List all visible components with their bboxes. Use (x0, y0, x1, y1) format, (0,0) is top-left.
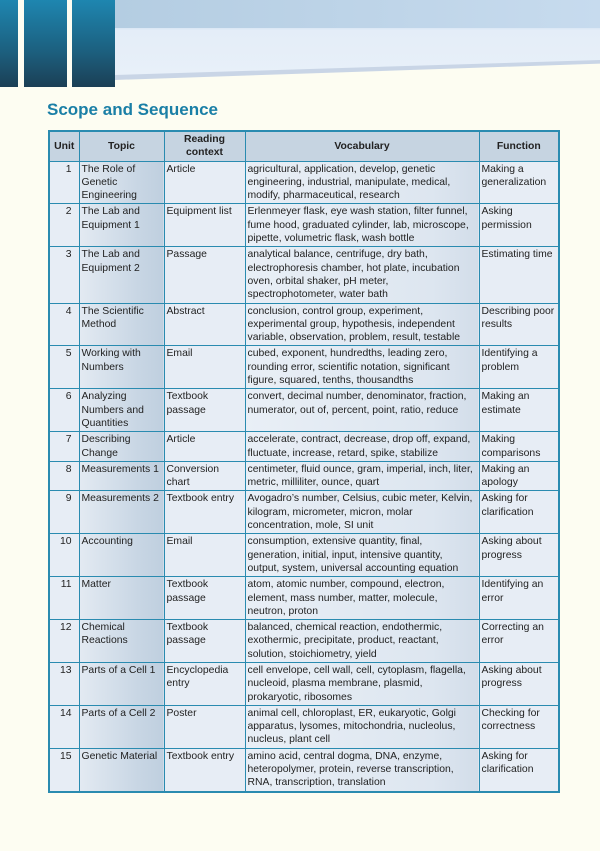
function-cell: Asking for clarification (479, 491, 559, 534)
reading-context-cell: Poster (164, 705, 245, 748)
table-header-row (49, 131, 559, 161)
topic-cell: Parts of a Cell 1 (79, 662, 164, 705)
function-cell: Identifying an error (479, 577, 559, 620)
function-cell: Making comparisons (479, 432, 559, 462)
table-row (49, 303, 559, 346)
function-cell: Making a generalization (479, 161, 559, 204)
table-row (49, 620, 559, 663)
function-cell: Identifying a problem (479, 346, 559, 389)
vocabulary-cell: analytical balance, centrifuge, dry bath, electrophoresis chamber, hot plate, incubation oven, orbital shaker, pH meter, spectrophotometer, water bath (245, 247, 479, 303)
function-cell: Asking permission (479, 204, 559, 247)
table-row (49, 662, 559, 705)
reading-context-cell: Article (164, 161, 245, 204)
vocabulary-cell: animal cell, chloroplast, ER, eukaryotic, Golgi apparatus, lysomes, mitochondria, nucleolus, nucleus, plant cell (245, 705, 479, 748)
reading-context-cell: Textbook entry (164, 748, 245, 791)
vocabulary-cell: atom, atomic number, compound, electron, element, mass number, matter, molecule, neutron, proton (245, 577, 479, 620)
topic-cell: Chemical Reactions (79, 620, 164, 663)
header-reading-context: Reading context (164, 131, 245, 161)
reading-context-cell: Textbook entry (164, 491, 245, 534)
topic-cell: The Lab and Equipment 2 (79, 247, 164, 303)
vocabulary-cell: Avogadro’s number, Celsius, cubic meter, Kelvin, kilogram, micrometer, micron, molar concentration, mole, SI unit (245, 491, 479, 534)
vocabulary-cell: convert, decimal number, denominator, fraction, numerator, out of, percent, point, ratio, reduce (245, 389, 479, 432)
vocabulary-cell: centimeter, fluid ounce, gram, imperial, inch, liter, metric, milliliter, ounce, quart (245, 461, 479, 491)
vocabulary-cell: consumption, extensive quantity, final, generation, initial, input, intensive quantity, output, system, universal accounting equation (245, 534, 479, 577)
banner-bar (72, 0, 115, 87)
unit-cell: 11 (49, 577, 79, 620)
unit-cell: 13 (49, 662, 79, 705)
topic-cell: Genetic Material (79, 748, 164, 791)
table-row (49, 534, 559, 577)
table-row (49, 705, 559, 748)
unit-cell: 7 (49, 432, 79, 462)
unit-cell: 3 (49, 247, 79, 303)
topic-cell: Working with Numbers (79, 346, 164, 389)
vocabulary-cell: agricultural, application, develop, genetic engineering, industrial, manipulate, medical, modify, pharmaceutical, research (245, 161, 479, 204)
unit-cell: 1 (49, 161, 79, 204)
vocabulary-cell: cubed, exponent, hundredths, leading zero, rounding error, scientific notation, significant figure, squared, tenths, thousandths (245, 346, 479, 389)
table-row (49, 389, 559, 432)
function-cell: Making an apology (479, 461, 559, 491)
reading-context-cell: Textbook passage (164, 577, 245, 620)
header-banner (0, 0, 600, 90)
reading-context-cell: Abstract (164, 303, 245, 346)
vocabulary-cell: accelerate, contract, decrease, drop off, expand, fluctuate, increase, retard, spike, stabilize (245, 432, 479, 462)
topic-cell: Parts of a Cell 2 (79, 705, 164, 748)
function-cell: Asking about progress (479, 662, 559, 705)
reading-context-cell: Textbook passage (164, 389, 245, 432)
reading-context-cell: Email (164, 534, 245, 577)
reading-context-cell: Passage (164, 247, 245, 303)
unit-cell: 9 (49, 491, 79, 534)
function-cell: Describing poor results (479, 303, 559, 346)
vocabulary-cell: Erlenmeyer flask, eye wash station, filter funnel, fume hood, graduated cylinder, lab, microscope, pipette, volumetric flask, wash bottle (245, 204, 479, 247)
table-row (49, 247, 559, 303)
scope-sequence-table (48, 130, 560, 793)
unit-cell: 5 (49, 346, 79, 389)
unit-cell: 12 (49, 620, 79, 663)
page-title: Scope and Sequence (47, 100, 218, 119)
topic-cell: The Role of Genetic Engineering (79, 161, 164, 204)
banner-bar (0, 0, 18, 87)
unit-cell: 10 (49, 534, 79, 577)
table-row (49, 204, 559, 247)
topic-cell: Measurements 1 (79, 461, 164, 491)
topic-cell: Measurements 2 (79, 491, 164, 534)
reading-context-cell: Email (164, 346, 245, 389)
header-function: Function (479, 131, 559, 161)
topic-cell: Matter (79, 577, 164, 620)
reading-context-cell: Equipment list (164, 204, 245, 247)
reading-context-cell: Encyclopedia entry (164, 662, 245, 705)
reading-context-cell: Conversion chart (164, 461, 245, 491)
vocabulary-cell: conclusion, control group, experiment, experimental group, hypothesis, independent variable, observation, problem, result, testable (245, 303, 479, 346)
table-row (49, 346, 559, 389)
unit-cell: 14 (49, 705, 79, 748)
header-topic: Topic (79, 131, 164, 161)
unit-cell: 8 (49, 461, 79, 491)
table-row (49, 577, 559, 620)
table-row (49, 461, 559, 491)
unit-cell: 6 (49, 389, 79, 432)
topic-cell: Analyzing Numbers and Quantities (79, 389, 164, 432)
header-unit: Unit (49, 131, 79, 161)
unit-cell: 4 (49, 303, 79, 346)
banner-stripe (115, 0, 600, 28)
table-row (49, 748, 559, 791)
unit-cell: 2 (49, 204, 79, 247)
vocabulary-cell: amino acid, central dogma, DNA, enzyme, heteropolymer, protein, reverse transcription, RNA, transcription, translation (245, 748, 479, 791)
table-row (49, 491, 559, 534)
vocabulary-cell: balanced, chemical reaction, endothermic, exothermic, precipitate, product, reactant, solution, stoichiometry, yield (245, 620, 479, 663)
topic-cell: Describing Change (79, 432, 164, 462)
reading-context-cell: Article (164, 432, 245, 462)
vocabulary-cell: cell envelope, cell wall, cell, cytoplasm, flagella, nucleoid, plasma membrane, plasmid, prokaryotic, ribosomes (245, 662, 479, 705)
header-vocabulary: Vocabulary (245, 131, 479, 161)
function-cell: Checking for correctness (479, 705, 559, 748)
table-row (49, 432, 559, 462)
function-cell: Estimating time (479, 247, 559, 303)
topic-cell: The Lab and Equipment 1 (79, 204, 164, 247)
banner-bar (24, 0, 67, 87)
function-cell: Making an estimate (479, 389, 559, 432)
function-cell: Asking about progress (479, 534, 559, 577)
function-cell: Asking for clarification (479, 748, 559, 791)
table-row (49, 161, 559, 204)
topic-cell: Accounting (79, 534, 164, 577)
reading-context-cell: Textbook passage (164, 620, 245, 663)
unit-cell: 15 (49, 748, 79, 791)
topic-cell: The Scientific Method (79, 303, 164, 346)
function-cell: Correcting an error (479, 620, 559, 663)
